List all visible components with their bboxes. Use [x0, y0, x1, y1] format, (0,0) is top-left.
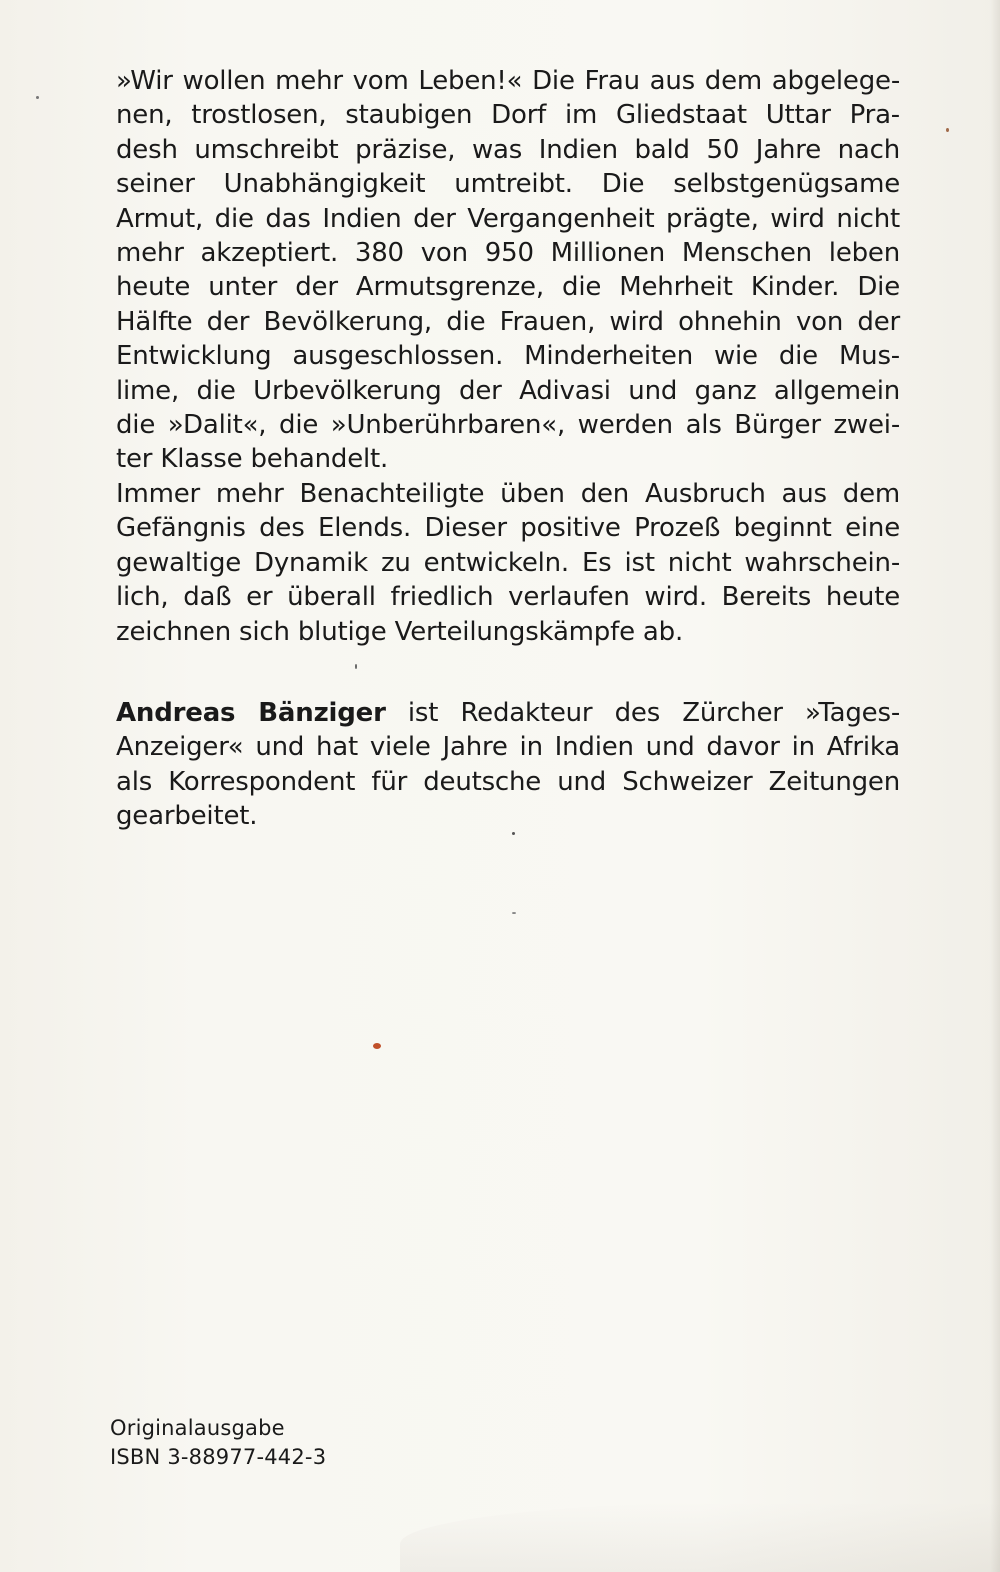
- author-bio-line: als Korrespondent für deutsche und Schweizer Zeitungen: [116, 766, 900, 797]
- cover-wear-shading: [400, 1502, 1000, 1572]
- blurb-line: seiner Unabhängigkeit umtreibt. Die selbstgenügsame: [116, 169, 900, 200]
- edition-label: Originalausgabe: [110, 1416, 285, 1440]
- publication-info: [110, 1414, 510, 1472]
- print-speck: [373, 1043, 381, 1049]
- blurb-line: heute unter der Armutsgrenze, die Mehrheit Kinder. Die: [116, 272, 900, 303]
- author-bio-line: gearbeitet.: [116, 801, 258, 832]
- blurb-line: die »Dalit«, die »Unberührbaren«, werden als Bürger zwei-: [116, 410, 900, 441]
- blurb-line: lime, die Urbevölkerung der Adivasi und ganz allgemein: [116, 375, 900, 406]
- blurb-line: gewaltige Dynamik zu entwickeln. Es ist nicht wahrschein-: [116, 547, 900, 578]
- blurb-line: Entwicklung ausgeschlossen. Minderheiten wie die Mus-: [116, 341, 900, 372]
- blurb-line: zeichnen sich blutige Verteilungskämpfe ab.: [116, 616, 684, 647]
- blurb-line: ter Klasse behandelt.: [116, 444, 389, 475]
- print-speck: [36, 96, 39, 99]
- blurb-line: Gefängnis des Elends. Dieser positive Prozeß beginnt eine: [116, 513, 900, 544]
- blurb-line: mehr akzeptiert. 380 von 950 Millionen Menschen leben: [116, 238, 900, 269]
- blurb-line: Armut, die das Indien der Vergangenheit prägte, wird nicht: [116, 203, 900, 234]
- blurb-line: Immer mehr Benachteiligte üben den Ausbruch aus dem: [116, 478, 900, 509]
- author-name: Andreas Bänziger: [116, 698, 386, 728]
- print-speck: [512, 912, 516, 914]
- print-speck: [946, 128, 949, 132]
- blurb-text: [116, 64, 900, 649]
- blurb-line: »Wir wollen mehr vom Leben!« Die Frau aus dem abgelege-: [116, 66, 900, 96]
- blurb-line: lich, daß er überall friedlich verlaufen wird. Bereits heute: [116, 582, 900, 613]
- author-bio: [116, 696, 900, 834]
- page-edge-shadow: [990, 0, 1000, 1572]
- author-bio-line: Anzeiger« und hat viele Jahre in Indien und davor in Afrika: [116, 732, 900, 763]
- isbn-number: ISBN 3-88977-442-3: [110, 1445, 327, 1469]
- author-bio-line: [116, 696, 900, 730]
- blurb-line: Hälfte der Bevölkerung, die Frauen, wird ohnehin von der: [116, 306, 900, 337]
- blurb-line: nen, trostlosen, staubigen Dorf im Gliedstaat Uttar Pra-: [116, 100, 900, 131]
- blurb-line: desh umschreibt präzise, was Indien bald 50 Jahre nach: [116, 134, 900, 165]
- author-bio-text: ist Redakteur des Zürcher »Tages-: [385, 698, 900, 728]
- print-speck: [355, 664, 357, 669]
